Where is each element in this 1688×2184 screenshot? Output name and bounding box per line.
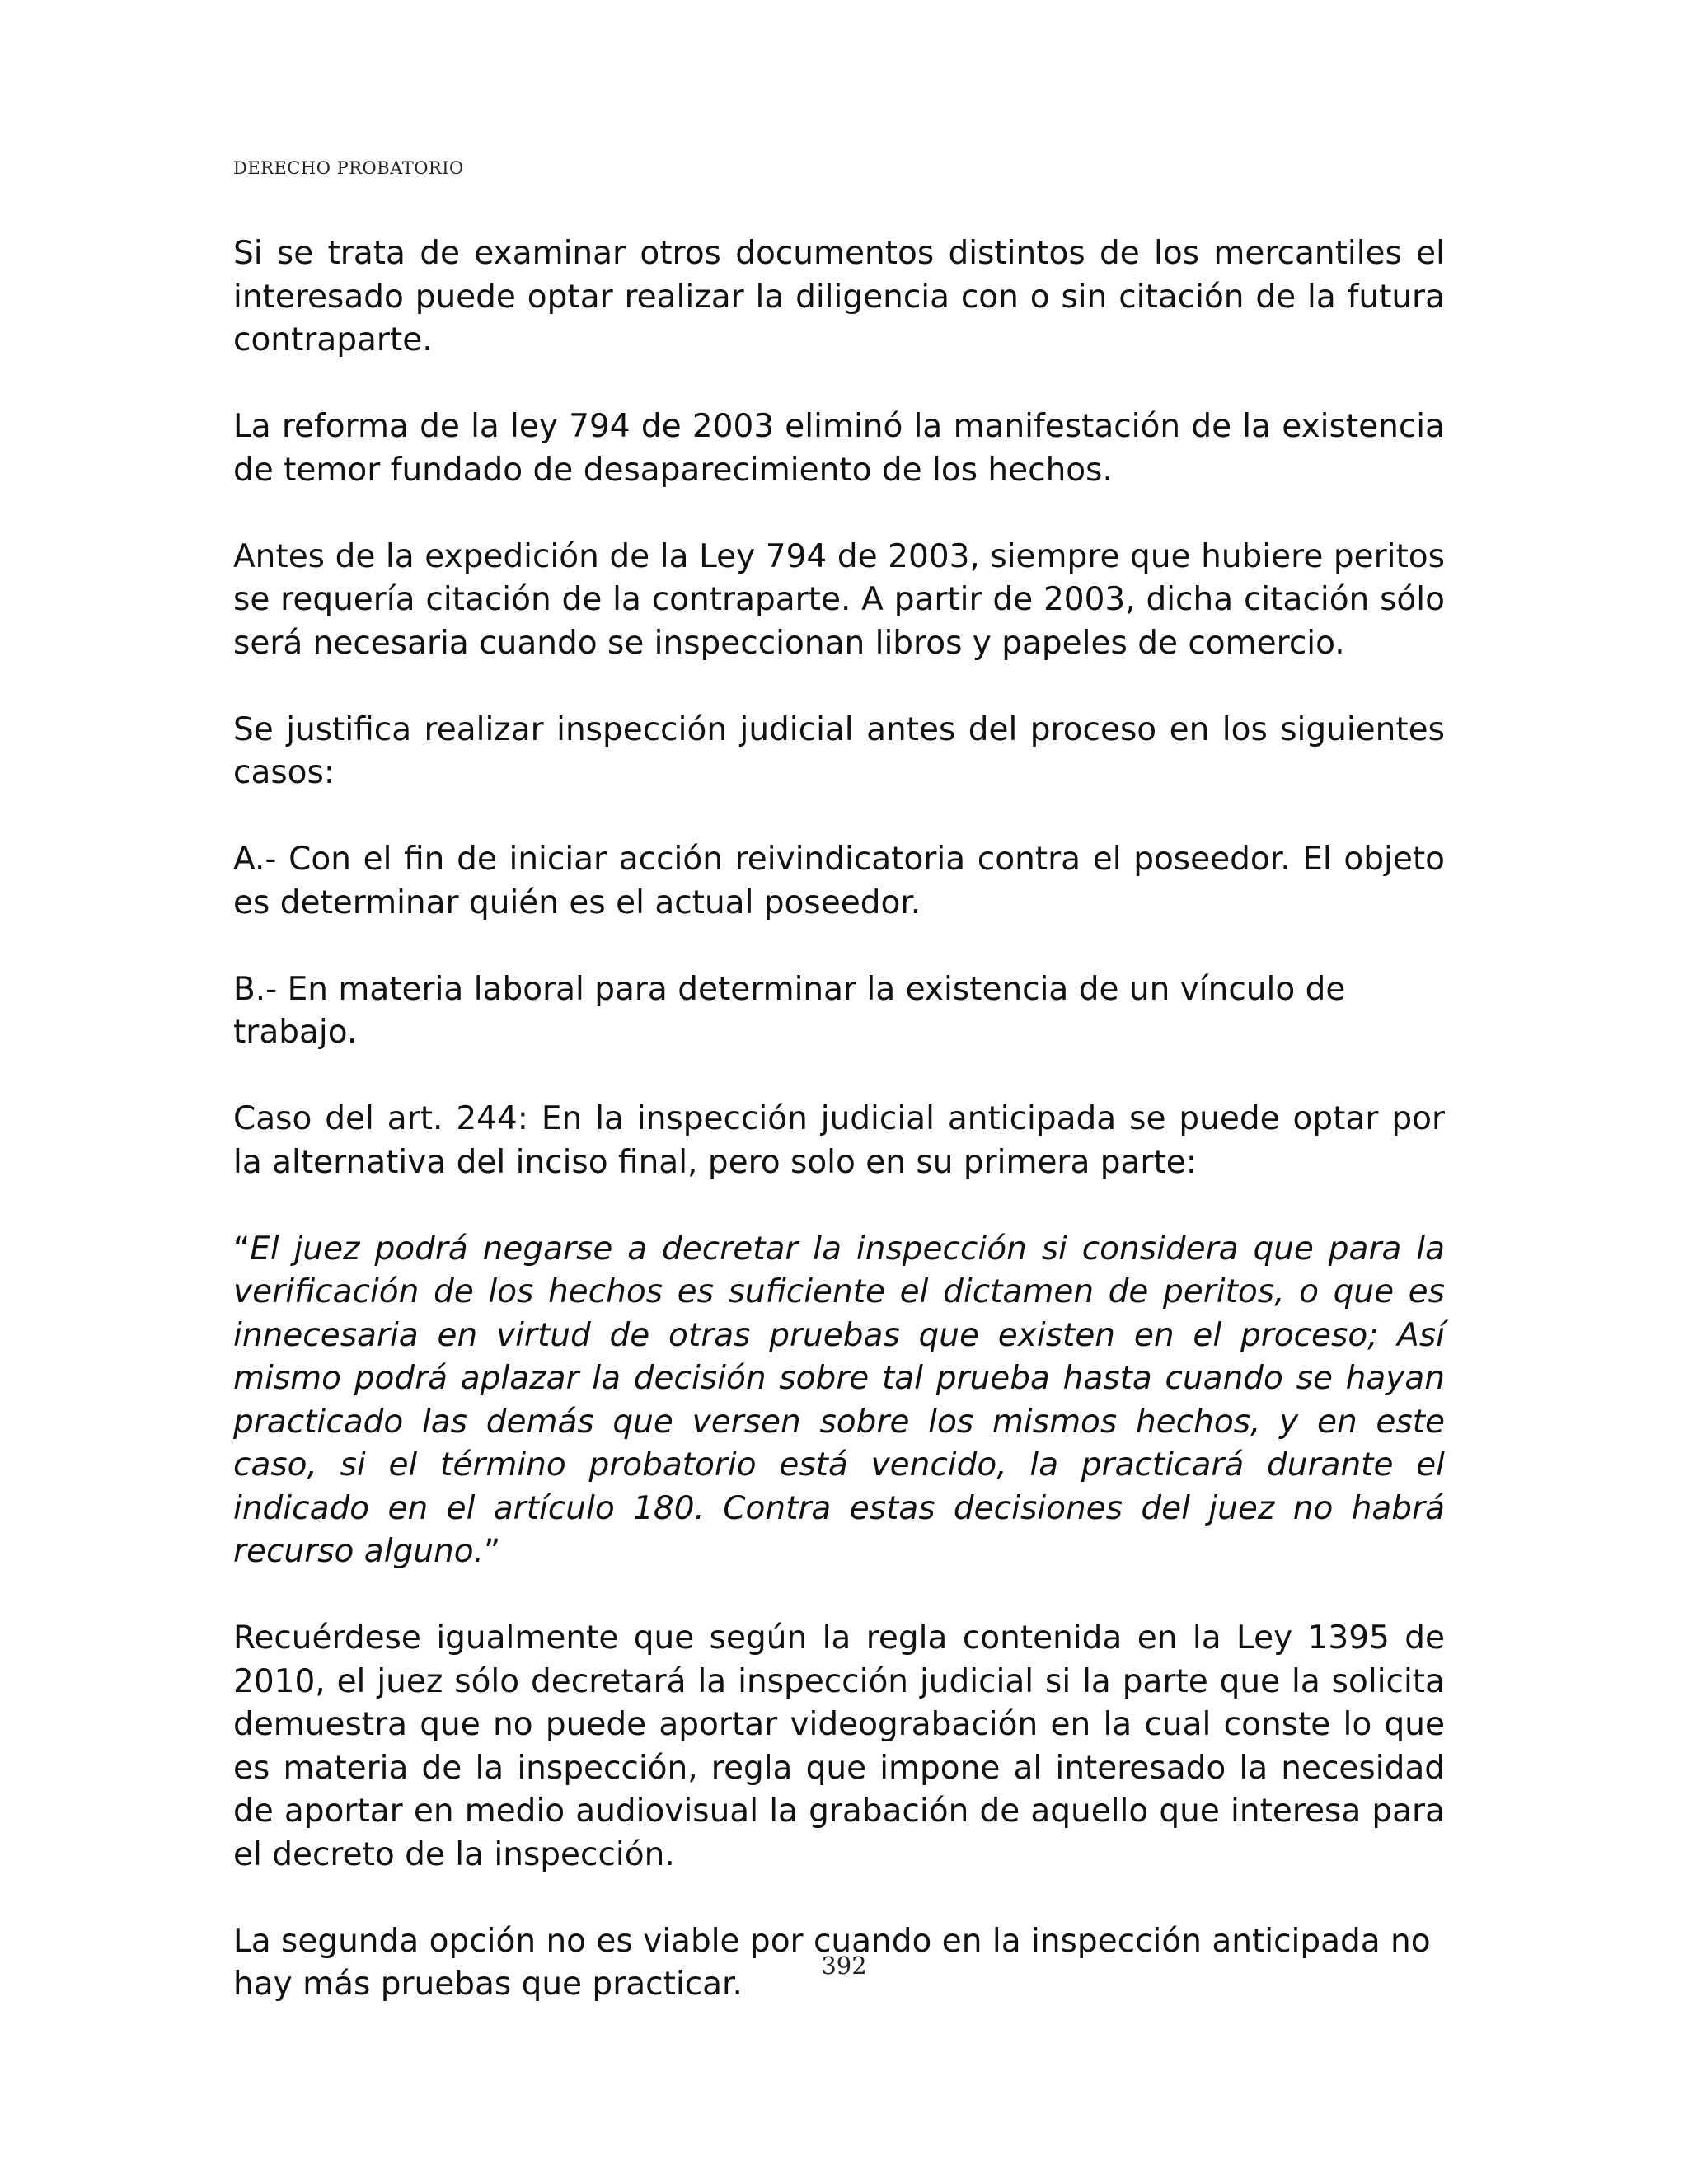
paragraph: Caso del art. 244: En la inspección judicial anticipada se puede optar por la alternativa del inciso final, pero solo en su primera parte: xyxy=(233,1100,1445,1181)
running-header: DERECHO PROBATORIO xyxy=(233,158,464,178)
block-quote xyxy=(233,1228,1445,1574)
page-number: 392 xyxy=(821,1952,867,1980)
paragraph: A.- Con el fin de iniciar acción reivindicatoria contra el poseedor. El objeto es determinar quién es el actual poseedor. xyxy=(233,841,1445,921)
paragraph: B.- En materia laboral para determinar la existencia de un vínculo de trabajo. xyxy=(233,970,1346,1051)
paragraph: Recuérdese igualmente que según la regla contenida en la Ley 1395 de 2010, el juez sólo decretará la inspección judicial si la parte que la solicita demuestra que no puede aportar videograbación en la cual conste lo que es materia de la inspección, regla que impone al interesado la necesidad de aportar en medio audiovisual la grabación de aquello que interesa para el decreto de la inspección. xyxy=(233,1619,1445,1873)
body-text xyxy=(233,232,1445,2050)
paragraph: Si se trata de examinar otros documentos distintos de los mercantiles el interesado puede optar realizar la diligencia con o sin citación de la futura contraparte. xyxy=(233,235,1445,359)
quote-open-mark: “ xyxy=(233,1230,251,1268)
paragraph: La segunda opción no es viable por cuando en la inspección anticipada no hay más pruebas que practicar. xyxy=(233,1922,1431,2003)
paragraph: Se justifica realizar inspección judicial antes del proceso en los siguientes casos: xyxy=(233,710,1445,791)
quote-text: El juez podrá negarse a decretar la inspección si considera que para la verificación de los hechos es suficiente el dictamen de peritos, o que es innecesaria en virtud de otras pruebas que existen en el proceso; Así mismo podrá aplazar la decisión sobre tal prueba hasta cuando se hayan practicado las demás que versen sobre los mismos hechos, y en este caso, si el término probatorio está vencido, la practicará durante el indicado en el artículo 180. Contra estas decisiones del juez no habrá recurso alguno. xyxy=(233,1230,1445,1570)
paragraph: La reforma de la ley 794 de 2003 eliminó la manifestación de la existencia de temor fundado de desaparecimiento de los hechos. xyxy=(233,408,1445,489)
quote-close-mark: ” xyxy=(483,1533,501,1570)
paragraph: Antes de la expedición de la Ley 794 de 2003, siempre que hubiere peritos se requería citación de la contraparte. A partir de 2003, dicha citación sólo será necesaria cuando se inspeccionan libros y papeles de comercio. xyxy=(233,537,1445,662)
